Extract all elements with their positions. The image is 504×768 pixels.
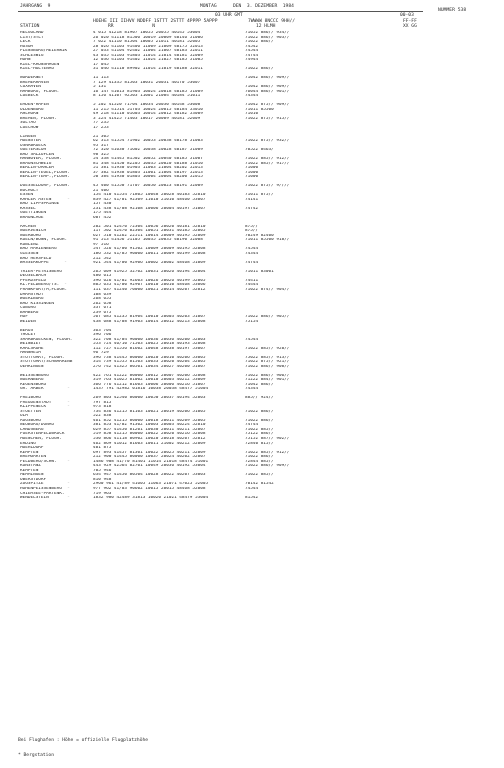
station-name: BERLIN-TEGEL,FLUGH. xyxy=(20,170,70,175)
observation-codes: 1832 980 42489 31813 10020 21021 48479 53004 xyxy=(93,496,209,501)
station-name: LECK xyxy=(20,40,31,45)
extra-codes: 75154 xyxy=(245,319,259,324)
extra-codes: 74744 xyxy=(245,53,259,58)
column-headers xyxy=(18,18,438,30)
observation-codes: 461 852 41215 80000 10018 20011 40209 52005 xyxy=(93,418,206,423)
station-name: KASSEL xyxy=(20,206,36,211)
station-name: KIEL-HOLTENAU xyxy=(20,67,54,72)
extra-codes: 71022 875// 915// xyxy=(245,116,290,121)
station-name: SCHLESWIG xyxy=(20,53,44,58)
station-name: KLIPPENECK * xyxy=(20,405,70,410)
extra-codes: 71022 885// xyxy=(245,473,274,478)
station-row xyxy=(20,216,440,221)
station-name: COBURG xyxy=(20,306,36,311)
extra-codes: 71022 874// 904// xyxy=(245,288,290,293)
observation-codes: 175 444 xyxy=(93,211,112,216)
footnote-line-1: Bei Flughafen : Höhe = offizielle Flugplatzhöhe xyxy=(18,738,148,743)
observation-codes: 381 853 41/02 91302 10003 20003 40224 52010 xyxy=(93,423,206,428)
extra-codes: 74544 xyxy=(245,337,259,342)
station-name: NOERVENICH xyxy=(20,229,47,234)
station-name: CUXHAVEN xyxy=(20,85,41,90)
observation-codes: 28 026 41103 91406 11009 21009 40175 52013 xyxy=(93,44,203,49)
observation-codes: 51 381 41930 01903 11003 21004 40202 52013 xyxy=(93,166,203,171)
observation-codes: 839 427 41/01 92309 11010 21010 48460 53007 xyxy=(93,197,206,202)
station-name: STUTTGART, FLUGH. xyxy=(20,355,65,360)
observation-codes: 627 510 41262 22511 10014 20009 40195 52009 xyxy=(93,233,206,238)
station-name: HOHENPEISSENBERG * xyxy=(20,487,70,491)
station-name: PFERDSFELD xyxy=(20,278,47,283)
observation-codes: 314 739 41555 81503 10033 20020 40204 52005 xyxy=(93,360,206,365)
observation-codes: 422 761 41222 80000 10012 20007 40206 52008 xyxy=(93,373,206,378)
observation-codes: 4 015 41218 81907 10055 20055 40145 53004 xyxy=(93,31,201,35)
station-group xyxy=(20,396,440,501)
station-name: KAHLER ASTEN * xyxy=(20,197,70,202)
extra-codes: 71022 875// 9//// xyxy=(245,184,290,189)
observation-codes: 11 215 41514 51703 10024 20015 40184 53010 xyxy=(93,107,203,112)
observation-codes: 265 609 41925 32702 10031 20026 40194 52004 xyxy=(93,269,206,274)
station-row xyxy=(20,365,440,370)
observation-codes: 697 893 41457 81301 10022 20025 40211 52009 xyxy=(93,450,206,455)
observation-codes: 567 685 41235 81904 10010 20003 40203 51007 xyxy=(93,315,206,320)
station-column-header: STATION xyxy=(20,24,40,29)
extra-codes: 72844 885// xyxy=(245,459,274,464)
station-name: ULM xyxy=(20,414,28,419)
station-name: BAD MARIENBERG xyxy=(20,247,57,252)
observation-codes: 396 738 41445 80000 10020 20010 40206 53005 xyxy=(93,355,206,360)
station-name: LUECHOW xyxy=(20,125,39,130)
station-name: ZUGSPITZE * xyxy=(20,482,70,487)
station-name: BAD LIPPSPRINGE xyxy=(20,202,60,207)
station-row xyxy=(20,387,440,392)
extra-codes: 70522 8463/ xyxy=(245,148,274,153)
station-name: WEIDEN xyxy=(20,319,36,324)
footnote-line-2: * Bergstation xyxy=(18,753,54,758)
extra-codes: 74444 xyxy=(245,283,259,288)
station-name: KOBLENZ xyxy=(20,242,39,247)
observation-codes: 154 410 41554 71805 10048 20028 40183 52010 xyxy=(93,193,206,198)
extra-codes: 74744 xyxy=(245,261,259,266)
observation-codes: 268 655 xyxy=(93,297,112,302)
observation-codes: 26 020 41118 81506 10019 20009 40146 51006 xyxy=(93,35,203,40)
station-name: GIESSEN xyxy=(20,252,39,256)
extra-codes: 74542 xyxy=(245,44,259,49)
observation-codes: 1437 791 42982 01816 10038 20038 48477 51004 xyxy=(93,387,209,392)
extra-codes: 70249 82400 xyxy=(245,233,274,238)
extra-codes: 70142 81542 xyxy=(245,482,274,487)
station-name: NORDERNEY xyxy=(20,76,44,81)
station-name: KL.FELDBERG/TS. * xyxy=(20,283,68,288)
station-name: WASSERKUPPE * xyxy=(20,261,68,266)
observation-codes: 401 875 xyxy=(93,446,112,451)
extra-column-header: 7WWWW 8NCCC 9HH// xyxy=(248,19,296,24)
extra-codes: 74544 xyxy=(245,487,259,491)
station-name: BAD KISSINGEN xyxy=(20,301,54,306)
observation-codes: 37 382 41938 01803 11001 21004 40197 52013 xyxy=(93,170,203,175)
station-name: STOETTEN xyxy=(20,409,41,414)
obs-sub-column-header: RR N xyxy=(108,24,156,29)
observation-codes: 462 869 41012 81603 10011 21002 40212 52009 xyxy=(93,441,206,446)
extra-codes: 74141 xyxy=(245,197,259,202)
station-name: GR. ARBER * xyxy=(20,387,70,392)
extra-codes: 75152 887// 902// xyxy=(245,436,290,441)
observation-codes: 438 688 41/08 91903 10014 20012 40213 52008 xyxy=(93,319,206,324)
observation-codes: 480 615 xyxy=(93,274,112,279)
footnote xyxy=(18,728,148,768)
station-name: HELGOLAND xyxy=(20,31,44,35)
station-name: LIST/SYLT xyxy=(20,35,44,40)
station-name: STUTTGART/SCHNARRENB xyxy=(20,360,73,365)
observation-codes: 810 948 xyxy=(93,477,112,482)
observation-codes: 231 438 41/08 92108 10006 20004 40197 51007 xyxy=(93,206,206,211)
station-name: BERLIN-DAHLEM xyxy=(20,166,54,171)
extra-codes: 71011 85500 918// xyxy=(245,238,290,243)
observation-codes: 16 147 41013 81903 10024 20018 40185 51009 xyxy=(93,89,203,94)
observation-codes: 108 639 xyxy=(93,292,112,297)
station-name: KOELN/BONN, FLUGH. xyxy=(20,238,68,243)
observation-codes: 7 129 41335 81503 10031 20031 40170 53007 xyxy=(93,80,201,85)
station-name: MUENCHEN, FLUGH. xyxy=(20,436,62,441)
station-name: TRIER-PETRISBERG xyxy=(20,269,62,274)
extra-codes: 81542 xyxy=(245,496,259,501)
observation-codes: 202 501 42470 72304 10056 20020 40181 52010 xyxy=(93,224,206,229)
observation-codes: 27 033 41104 92402 11004 21007 40183 52011 xyxy=(93,49,203,54)
extra-codes xyxy=(245,216,435,221)
station-name: SOLTAU xyxy=(20,121,36,126)
observation-codes: 719 963 xyxy=(93,491,112,496)
observation-codes: 17 045 xyxy=(93,62,109,67)
station-name: ESSEN xyxy=(20,193,34,198)
observation-codes: 21 305 xyxy=(93,134,109,139)
station-name: MEMMINGEN xyxy=(20,473,44,478)
observation-codes: 5 131 xyxy=(93,85,107,90)
observation-codes: 11 113 xyxy=(93,76,109,81)
station-name: FELDBERG/SCHW. * xyxy=(20,459,70,464)
extra-codes: 71022 886// 906// xyxy=(245,373,290,378)
observation-codes: 49 218 41110 01603 10014 20012 40182 53009 xyxy=(93,112,203,117)
station-name: THOLEY xyxy=(20,333,36,338)
extra-codes: 71042 875// 909// xyxy=(245,103,290,108)
extra-codes: 74344 xyxy=(245,387,259,392)
station-name: KEMPTEN xyxy=(20,450,39,455)
extra-codes: 71011 875// xyxy=(245,193,274,198)
station-group xyxy=(20,225,440,266)
extra-codes: 71000 xyxy=(245,175,259,180)
station-name: BRAUNLAGE xyxy=(20,215,44,220)
observation-codes: 77 235 xyxy=(93,121,109,126)
observation-codes: 54 338 41445 81502 10052 20040 40185 51007 xyxy=(93,157,203,162)
extra-codes: 71022 885// 912// xyxy=(245,450,290,455)
station-name: DEUSELBACH xyxy=(20,274,47,279)
station-name: FLENSBURG/MEIERWIK xyxy=(20,49,68,54)
extra-codes: 75022 885// 913// xyxy=(245,355,290,360)
extra-codes: 71022 886// xyxy=(245,418,274,423)
station-group xyxy=(20,374,440,392)
extra-codes: 74344 xyxy=(245,252,259,256)
observation-codes: 97 516 xyxy=(93,242,109,247)
station-name: BAMBERG xyxy=(20,310,39,315)
extra-codes: 71022 885// 920// xyxy=(245,346,290,351)
extra-codes: 71000 xyxy=(245,166,259,171)
station-group xyxy=(20,76,440,99)
station-name: GUETERSLOH xyxy=(20,148,47,153)
observation-codes: 805 635 41/00 92907 10010 20010 48468 53006 xyxy=(93,283,206,288)
extra-codes: 74411 xyxy=(245,278,259,283)
station-name: BAD SALZUFLEN xyxy=(20,152,54,157)
sheet-header xyxy=(18,4,423,12)
time-range: 00-03 xyxy=(400,12,414,18)
station-name: BREMGARTEN xyxy=(20,455,47,460)
extra-codes: 74544 xyxy=(245,49,259,54)
observation-codes: 443 929 42564 82701 10049 20036 40192 53004 xyxy=(93,464,206,469)
station-name: BRAUNSCHWEIG xyxy=(20,161,52,166)
station-name: OEHRINGEN xyxy=(20,364,44,369)
extra-codes: 75122 886// xyxy=(245,432,274,437)
observation-codes: 239 675 xyxy=(93,310,112,315)
station-row xyxy=(20,496,440,501)
extra-codes: 74744 xyxy=(245,423,259,428)
observation-codes: 705 946 xyxy=(93,468,112,473)
station-name: AHLHORN xyxy=(20,112,39,117)
extra-codes: 74344 xyxy=(245,94,259,99)
station-group xyxy=(20,329,440,370)
observation-codes: 530 866 41118 80902 10020 20018 40207 52012 xyxy=(93,436,206,441)
observation-codes: 111 637 41240 70000 10021 20014 40207 52012 xyxy=(93,288,206,293)
station-name: AUGSBURG xyxy=(20,418,41,423)
station-name: HANNOVER, FLUGH. xyxy=(20,157,62,162)
observation-codes: 212 900 41445 80000 10037 20024 40202 52007 xyxy=(93,455,206,460)
observation-codes: 212 542 xyxy=(93,256,112,261)
station-groups xyxy=(20,31,440,505)
observation-codes: 62 313 41554 71902 10053 20038 40178 51003 xyxy=(93,139,203,144)
weekday-label: MONTAG xyxy=(200,4,217,9)
observation-codes: 734 836 41215 81103 10021 20019 40206 51005 xyxy=(93,409,206,414)
observation-codes: 262 658 xyxy=(93,301,112,306)
observation-codes: 322 708 41/04 90000 10036 20036 40200 52003 xyxy=(93,337,206,342)
observation-codes: 977 962 41/03 90602 10015 20015 48468 52008 xyxy=(93,487,206,491)
extra-codes: 71022 886// xyxy=(245,67,274,72)
observation-codes: 607 452 xyxy=(93,215,112,220)
archive-label: JAHRGANG 9 xyxy=(20,4,51,9)
station-name: MUEHLDORF xyxy=(20,446,44,451)
observation-codes: 157 430 xyxy=(93,202,112,207)
observation-codes: 921 544 41/00 92906 10002 20002 48468 51009 xyxy=(93,261,206,266)
observation-codes: 21 406 xyxy=(93,188,109,193)
extra-codes: 71000 xyxy=(245,170,259,175)
extra-codes: 71022 886// 903// xyxy=(245,35,290,40)
extra-codes: 875// xyxy=(245,224,259,229)
observation-codes: 117 502 42470 82304 10051 20031 40185 52005 xyxy=(93,229,206,234)
station-name: REGENSBURG xyxy=(20,382,47,387)
extra-codes: 74944 xyxy=(245,58,259,63)
observation-codes: 50 384 41930 01803 10004 20004 40200 52015 xyxy=(93,175,203,180)
observation-codes: 363 704 xyxy=(93,328,112,333)
extra-codes: 71022 875// 921// xyxy=(245,360,290,365)
station-group xyxy=(20,270,440,325)
station-name: NEUBURG/DONAU xyxy=(20,423,54,428)
station-group xyxy=(20,103,440,130)
observation-codes: 629 857 41450 81201 10030 20011 40211 52007 xyxy=(93,427,206,432)
observation-codes: 366 776 41212 81603 10006 20006 40216 51007 xyxy=(93,382,206,387)
station-row xyxy=(20,175,440,180)
observation-codes: 186 532 41/05 90000 10011 20009 40199 52008 xyxy=(93,252,206,256)
extra-codes: 71222 884// 901// xyxy=(245,378,290,383)
station-name: BAD HERSFELD xyxy=(20,256,52,261)
station-row xyxy=(20,94,440,99)
station-name: EMDEN-HAFEN xyxy=(20,103,49,108)
extra-codes: 74544 xyxy=(245,247,259,252)
extra-codes: 71022 886// xyxy=(245,455,274,460)
station-name: HAMBURG, FLUGH. xyxy=(20,89,60,94)
observation-codes: 98 325 xyxy=(93,152,109,157)
extra-codes: 71042 886// 909// xyxy=(245,76,290,81)
station-name: GOETTINGEN xyxy=(20,211,47,216)
station-name: OLDENBURG xyxy=(20,107,44,112)
observation-codes: 276 742 41325 80501 10034 20027 40200 51007 xyxy=(93,364,206,369)
station-row xyxy=(20,261,440,266)
extra-codes: 885// 924// xyxy=(245,396,274,401)
extra-codes: 71042 886// xyxy=(245,382,274,387)
station-name: HOHN xyxy=(20,58,31,63)
station-name: FREUDENSTADT * xyxy=(20,400,70,405)
extra-codes: 875// xyxy=(245,229,259,234)
extra-codes: 71011 85500 xyxy=(245,107,274,112)
station-name: BERUS xyxy=(20,328,34,333)
station-name: SAARBRUECKEN, FLUGH. xyxy=(20,337,73,342)
station-group xyxy=(20,31,440,72)
extra-codes: 71022 885// 917// xyxy=(245,161,290,166)
extra-codes: 71022 886// 905// xyxy=(245,315,290,320)
observation-codes: 973 818 xyxy=(93,405,112,410)
extra-codes: 71011 83001 xyxy=(245,269,274,274)
station-name: BERLIN-TEMP.,FLUGH. xyxy=(20,175,70,180)
observation-codes: 519 858 41215 80000 10022 20020 40216 52008 xyxy=(93,432,206,437)
date-label: DEN 3. DEZEMBER 1984 xyxy=(233,4,294,9)
station-group xyxy=(20,135,440,180)
observation-codes: 96 729 xyxy=(93,351,109,356)
time-label: 03 UHR GMT xyxy=(215,12,243,18)
extra-codes: 76044 886// 901// xyxy=(245,89,290,94)
observation-codes: 81 348 41450 82205 10035 20020 40188 51010 xyxy=(93,161,203,166)
station-name: HOF xyxy=(20,315,28,320)
observation-codes: 7 022 41110 81504 10005 21011 40181 52005 xyxy=(93,40,201,45)
station-name: OBERSTDORF xyxy=(20,477,47,482)
observation-codes: 396 626 41/02 92603 10026 20026 40199 52005 xyxy=(93,278,206,283)
station-name: ERDING xyxy=(20,441,36,446)
observation-codes: 634 947 41450 80504 10028 20022 40207 53003 xyxy=(93,473,206,478)
station-name: WEISSENBURG xyxy=(20,373,49,378)
station-name: NUERBURG xyxy=(20,233,41,238)
observation-codes: 31 046 41110 89902 11014 21019 40188 52011 xyxy=(93,67,203,72)
extra-codes: 71022 886// xyxy=(245,40,274,45)
station-name: LANDSBERG xyxy=(20,427,44,432)
station-name: CHIEMSEE-PARTENK. xyxy=(20,491,65,496)
station-name: DUESSELDORF, FLUGH. xyxy=(20,184,70,189)
station-name: FUERSTENFELDBRUCK xyxy=(20,432,65,437)
extra-codes: 71042 886// 909// xyxy=(245,85,290,90)
sheet-number: NUMMER 538 xyxy=(438,8,467,13)
observation-codes: 337 671 xyxy=(93,306,112,311)
extra-codes: 71022 886// xyxy=(245,409,274,414)
observation-codes: 45 400 41550 71707 10050 20023 40191 52009 xyxy=(93,184,203,189)
observation-codes: 1486 908 41/70 81401 11014 21018 48474 51001 xyxy=(93,459,209,464)
station-name: KONSTANZ xyxy=(20,464,41,469)
obs-column-header: HOEHE III IIHVV NDDFF 1STTT 2STTT 4PPPP 5APPP xyxy=(93,19,218,24)
extra-codes: 72840 815// xyxy=(245,441,274,446)
observation-codes: 8 156 41107 92503 11001 21004 40184 51011 xyxy=(93,94,201,99)
station-name: HUSUM xyxy=(20,44,34,49)
extra-codes: 71022 886// 908// xyxy=(245,364,290,369)
observation-codes: 95 317 xyxy=(93,143,109,148)
observation-codes: 522 838 xyxy=(93,414,112,419)
station-name: LUEBECK xyxy=(20,94,39,99)
observation-codes: 547 526 41/00 91502 10009 20009 40195 52008 xyxy=(93,247,206,252)
observation-codes: 797 815 xyxy=(93,400,112,405)
station-name: WENDELSTEIN * xyxy=(20,496,70,501)
observation-codes: 319 763 41025 81002 10010 20003 40212 53009 xyxy=(93,378,206,383)
station-row xyxy=(20,67,440,72)
observation-codes: 269 803 42540 80000 10050 20037 40194 52003 xyxy=(93,396,206,401)
observation-codes: 17 253 xyxy=(93,125,109,130)
station-name: WUERZBURG xyxy=(20,297,44,302)
station-name: DARMSTADT xyxy=(20,292,44,297)
station-name: AACHEN xyxy=(20,224,36,229)
station-name: KIEL-KRONSHAGEN xyxy=(20,62,60,67)
extra-codes: 71010 xyxy=(245,112,259,117)
observation-codes: 72 320 41630 71602 10038 20028 40187 51009 xyxy=(93,148,203,153)
station-name: LINGEN xyxy=(20,134,36,139)
station-name: MANNHEIM xyxy=(20,351,41,356)
station-name: MUENSTER xyxy=(20,139,41,144)
station-name: BOCHOLT xyxy=(20,188,39,193)
station-name: FRANKFURT/M,FLUGH. xyxy=(20,288,68,293)
tail-sub-column-header: XX GG xyxy=(403,24,417,29)
extra-codes: 74742 xyxy=(245,206,259,211)
station-name: KARLSRUHE xyxy=(20,346,44,351)
observation-codes: 2960 961 41/89 41605 11063 21071 47025 52005 xyxy=(93,482,209,487)
station-name: NUERNBERG xyxy=(20,378,44,383)
observation-codes: 5 202 41520 71704 10034 20030 40148 53008 xyxy=(93,103,201,108)
station-group xyxy=(20,184,440,220)
observation-codes: 43 035 41103 91803 11014 21014 40181 52009 xyxy=(93,53,203,58)
station-name: WEINBIET xyxy=(20,342,41,347)
station-row xyxy=(20,320,440,325)
extra-codes: 71022 885// xyxy=(245,427,274,432)
extra-codes: 71022 885// 912// xyxy=(245,157,290,162)
tail-column-header: FF-FF xyxy=(403,19,417,24)
station-name: KEMPTEN xyxy=(20,468,39,473)
observation-codes: 91 513 41456 51105 10035 20035 40190 52008 xyxy=(93,238,203,243)
extra-codes: 71022 875// 932// xyxy=(245,139,290,144)
extra-sub-column-header: 12 HLMH xyxy=(256,24,276,29)
station-name: FREIBURG xyxy=(20,396,41,401)
extra-codes: 71052 886// 934// xyxy=(245,31,290,35)
station-row xyxy=(20,126,440,131)
observation-codes: 553 724 46/10 71503 10025 20018 40193 52008 xyxy=(93,342,206,347)
observation-codes: 396 706 xyxy=(93,333,112,338)
observation-codes: 3 224 41425 71403 10017 20009 40181 52009 xyxy=(93,116,201,121)
extra-codes: 71022 886// 909// xyxy=(245,464,290,469)
station-name: OSNABRUECK xyxy=(20,143,47,148)
observation-codes: 112 727 41556 81602 10048 20038 40197 53007 xyxy=(93,346,206,351)
observation-codes: 12 036 41103 91402 11024 21027 40185 51005 xyxy=(93,58,203,63)
extra-codes xyxy=(245,126,435,131)
station-name: BREMERHAVEN xyxy=(20,80,49,85)
station-name: BREMEN, FLUGH. xyxy=(20,116,57,121)
